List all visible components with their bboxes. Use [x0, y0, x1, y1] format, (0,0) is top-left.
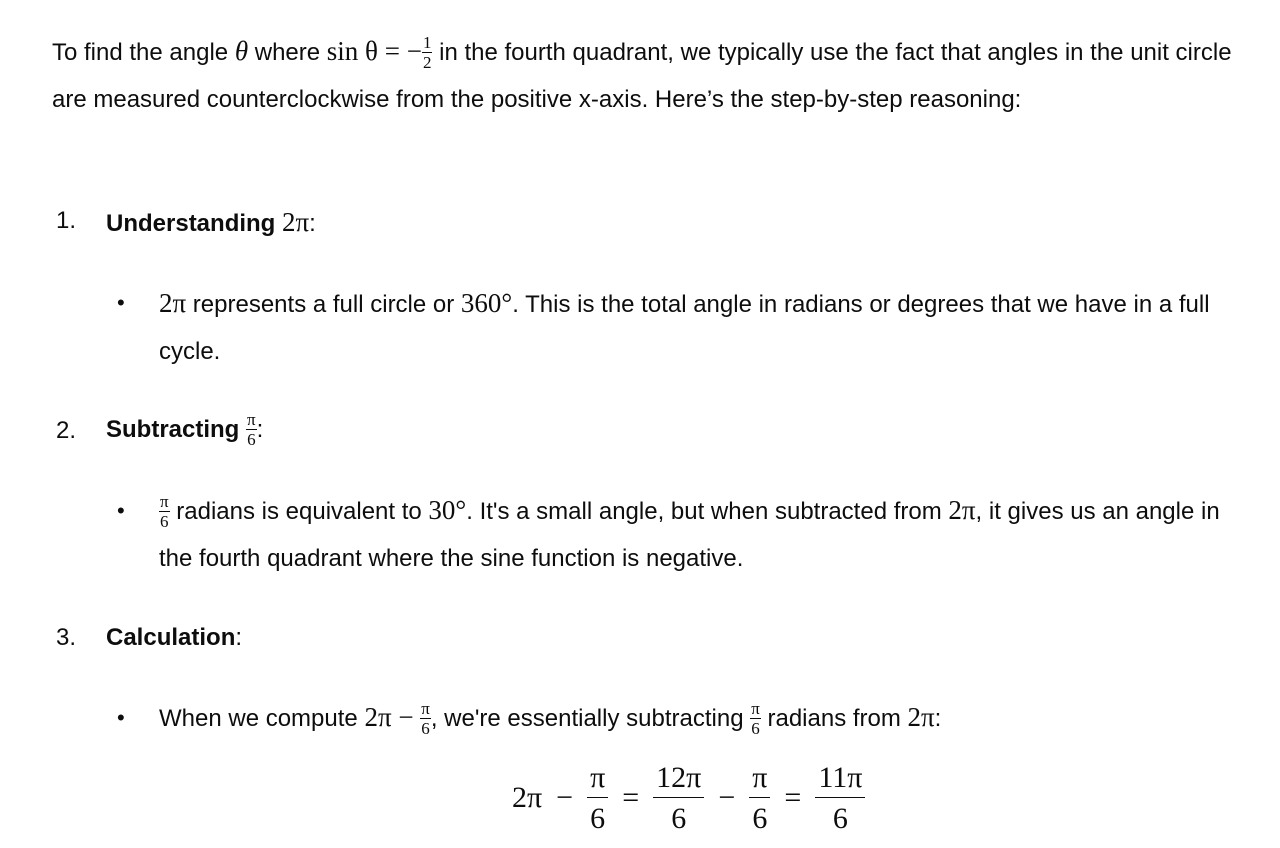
bullet-text: : [934, 705, 942, 732]
equals-operator: = [784, 781, 802, 814]
fraction-denominator: 6 [160, 512, 169, 532]
one-half-fraction [422, 34, 433, 71]
math-expression: 2π [948, 495, 976, 525]
bullet-text: . It's a small angle, but when subtracted from [466, 498, 949, 525]
bullet-icon: • [117, 498, 125, 523]
step-number: 2. [56, 417, 77, 444]
bullet-icon: • [117, 290, 125, 315]
bullet-text: , we're essentially subtracting [430, 705, 751, 732]
fraction-numerator: π [587, 763, 608, 798]
bullet-text: represents a full circle or [186, 291, 461, 318]
minus-operator: − [556, 781, 574, 814]
heading-text: Understanding [106, 210, 283, 237]
equation-fraction [653, 760, 704, 835]
step-heading [106, 207, 316, 238]
math-expression: 2π [907, 702, 935, 732]
pi-over-six-fraction [750, 700, 761, 737]
heading-colon: : [235, 624, 243, 651]
math-expression: 2π − [364, 702, 414, 732]
math-expression: 2π [159, 288, 187, 318]
fraction-denominator: 6 [421, 719, 430, 739]
fraction-numerator: π [749, 763, 770, 798]
equation-fraction [587, 760, 608, 835]
equation-fraction [815, 760, 865, 835]
equals-operator: = [622, 781, 640, 814]
fraction-denominator: 6 [590, 801, 606, 835]
bullet-text: radians from [760, 705, 908, 732]
fraction-numerator: 11π [815, 763, 865, 798]
math-expression: 360° [460, 288, 513, 318]
fraction-numerator: 1 [422, 33, 432, 53]
bullet-text: . This is the total angle in radians or degrees that we have in a full cycle. [159, 291, 1210, 365]
pi-over-six-fraction [420, 700, 431, 737]
fraction-numerator: π [247, 410, 256, 429]
theta-symbol: θ [234, 36, 249, 66]
fraction-denominator: 6 [832, 801, 848, 835]
pi-over-six-fraction [159, 493, 170, 530]
heading-colon: : [309, 210, 316, 237]
step-heading [106, 624, 242, 652]
fraction-denominator: 6 [752, 801, 768, 835]
step-bullet-text [159, 280, 1249, 375]
bullet-text: radians is equivalent to [169, 498, 429, 525]
intro-text: where [248, 39, 327, 66]
fraction-denominator: 6 [751, 719, 760, 739]
fraction-denominator: 2 [422, 53, 432, 73]
heading-text: Subtracting [106, 415, 247, 443]
heading-text: Calculation [106, 624, 236, 651]
minus-operator: − [718, 781, 736, 814]
step-number: 1. [56, 207, 77, 234]
display-equation [512, 757, 865, 839]
fraction-denominator: 6 [671, 801, 687, 835]
heading-colon: : [256, 415, 264, 443]
bullet-text: , it gives us an angle in the fourth quadrant where the sine function is negative. [159, 498, 1220, 572]
equation-fraction [749, 760, 770, 835]
math-expression: 30° [428, 495, 467, 525]
fraction-numerator: π [421, 699, 430, 719]
pi-over-six-fraction [246, 411, 257, 448]
sine-expression: sin θ = − [326, 36, 422, 66]
equation-term: 2π [512, 781, 543, 814]
step-heading [106, 412, 263, 449]
intro-text: in the fourth quadrant, we typically use the fact that angles in the unit circle are measured counterclockwise from the positive x-axis. Here’s the step-by-step reasoning: [52, 39, 1232, 113]
step-bullet-text [159, 694, 1249, 743]
intro-text: To find the angle [52, 39, 235, 66]
fraction-numerator: π [751, 699, 760, 719]
bullet-icon: • [117, 705, 125, 730]
step-number: 3. [56, 624, 77, 651]
fraction-denominator: 6 [247, 430, 256, 449]
bullet-text: When we compute [159, 705, 365, 732]
fraction-numerator: π [160, 492, 169, 512]
step-bullet-text [159, 487, 1249, 582]
fraction-numerator: 12π [653, 763, 704, 798]
intro-paragraph [52, 28, 1242, 123]
heading-math: 2π [282, 207, 310, 237]
